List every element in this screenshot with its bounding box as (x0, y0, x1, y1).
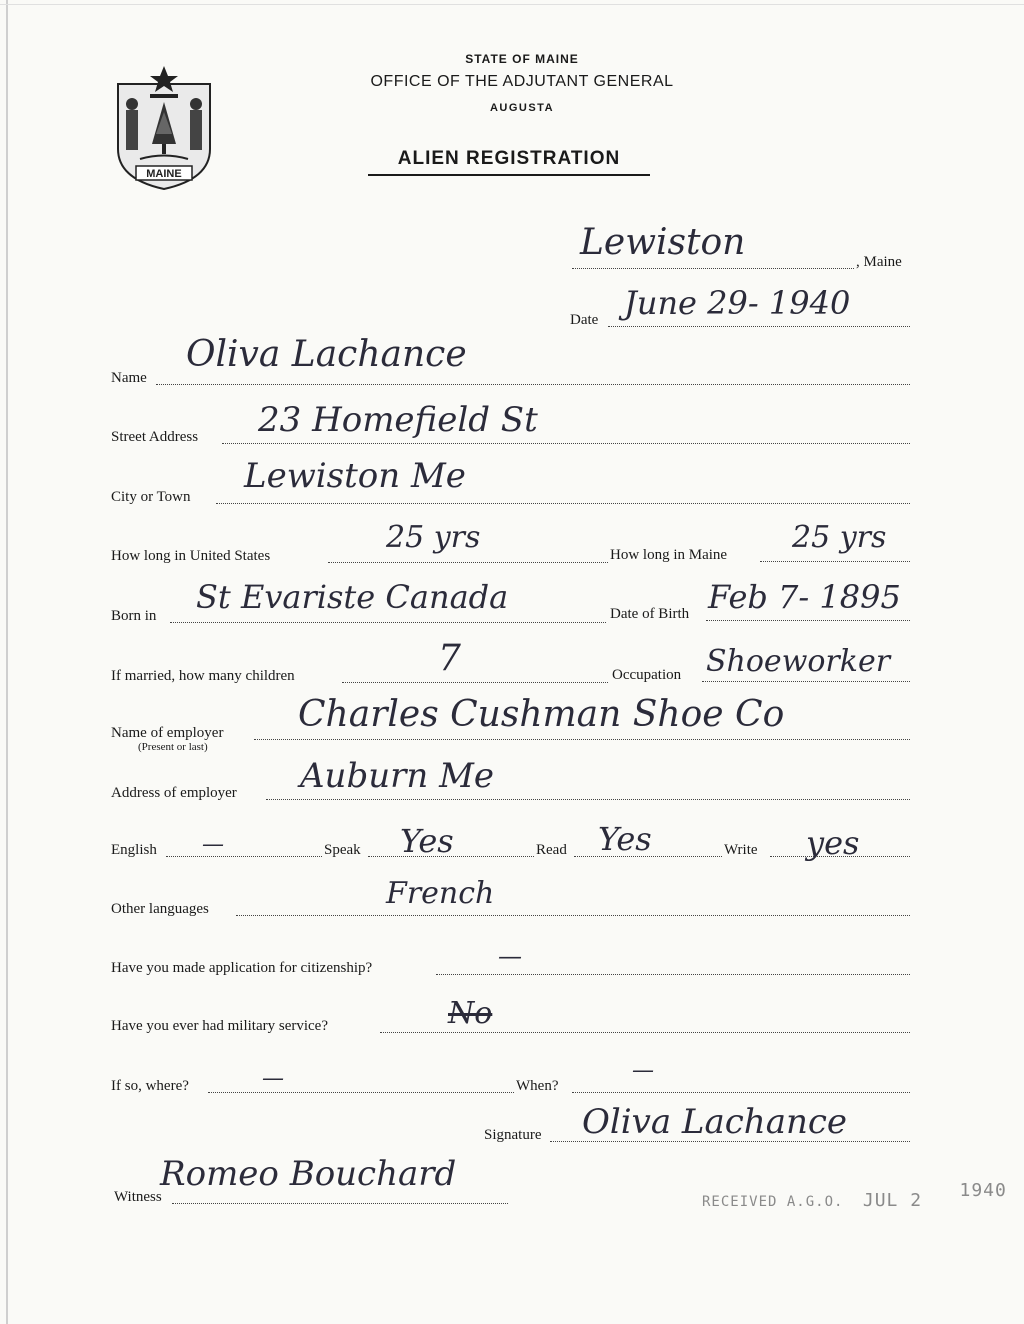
city-value: Lewiston Me (244, 456, 466, 496)
english-value: — (202, 832, 224, 857)
other-languages-line (236, 915, 910, 916)
write-label: Write (724, 842, 758, 858)
occupation-line (702, 681, 910, 682)
seal-text: MAINE (146, 168, 182, 180)
city-heading: AUGUSTA (489, 102, 555, 114)
how-long-us-label: How long in United States (111, 548, 271, 564)
street-value: 23 Homefield St (258, 400, 538, 440)
citizenship-label: Have you made application for citizenship? (111, 960, 373, 976)
english-line (166, 856, 322, 857)
town-value: Lewiston (580, 222, 746, 263)
employer-address-value: Auburn Me (300, 756, 495, 796)
date-line (608, 326, 910, 327)
english-label: English (111, 842, 157, 858)
signature-label: Signature (484, 1127, 542, 1143)
date-of-birth-label: Date of Birth (610, 606, 690, 622)
how-long-maine-value: 25 yrs (792, 520, 887, 555)
employer-value: Charles Cushman Shoe Co (298, 694, 785, 735)
other-languages-label: Other languages (111, 901, 209, 917)
city-label: City or Town (111, 489, 191, 505)
other-languages-value: French (386, 876, 495, 911)
where-line (208, 1092, 514, 1093)
witness-line (172, 1203, 508, 1204)
signature-value: Oliva Lachance (582, 1102, 848, 1142)
occupation-label: Occupation (612, 667, 682, 683)
form-title: ALIEN REGISTRATION (368, 148, 650, 176)
citizenship-line (436, 974, 910, 975)
born-in-label: Born in (111, 608, 157, 624)
street-label: Street Address (111, 429, 199, 445)
speak-label: Speak (324, 842, 361, 858)
street-line (222, 443, 910, 444)
scan-edge-top (0, 4, 1024, 5)
military-label: Have you ever had military service? (111, 1018, 328, 1034)
born-in-value: St Evariste Canada (196, 578, 509, 616)
stamp-year: 1940 (959, 1180, 1007, 1201)
born-in-line (170, 622, 606, 623)
how-long-us-value: 25 yrs (386, 520, 481, 555)
read-value: Yes (598, 820, 652, 858)
date-label: Date (570, 312, 599, 328)
how-long-maine-label: How long in Maine (610, 547, 728, 563)
date-of-birth-line (706, 620, 910, 621)
children-value: 7 (438, 638, 461, 679)
witness-label: Witness (114, 1189, 162, 1205)
employer-address-line (266, 799, 910, 800)
witness-value: Romeo Bouchard (160, 1154, 457, 1194)
employer-line (254, 739, 910, 740)
military-line (380, 1032, 910, 1033)
employer-sublabel: (Present or last) (138, 741, 208, 753)
write-value: yes (806, 824, 860, 862)
state-heading: STATE OF MAINE (465, 52, 579, 66)
when-line (572, 1092, 910, 1093)
children-label: If married, how many children (111, 668, 295, 684)
how-long-us-line (328, 562, 608, 563)
where-label: If so, where? (111, 1078, 189, 1094)
name-line (156, 384, 910, 385)
occupation-value: Shoeworker (706, 644, 891, 679)
speak-value: Yes (400, 822, 454, 860)
maine-label: , Maine (856, 254, 902, 270)
received-stamp (702, 1180, 1007, 1211)
where-value: — (262, 1066, 284, 1091)
name-label: Name (111, 370, 147, 386)
office-heading: OFFICE OF THE ADJUTANT GENERAL (370, 73, 674, 90)
name-value: Oliva Lachance (186, 334, 467, 375)
when-value: — (632, 1058, 654, 1083)
date-value: June 29- 1940 (624, 284, 851, 322)
city-line (216, 503, 910, 504)
military-value: No (448, 996, 493, 1031)
read-label: Read (536, 842, 567, 858)
when-label: When? (516, 1078, 559, 1094)
citizenship-value: — (498, 942, 522, 970)
town-line (572, 268, 854, 269)
scan-edge (6, 0, 8, 1324)
employer-label: Name of employer (111, 725, 224, 741)
how-long-maine-line (760, 561, 910, 562)
stamp-date: JUL 2 (862, 1190, 923, 1211)
employer-address-label: Address of employer (111, 785, 237, 801)
children-line (342, 682, 608, 683)
stamp-text: RECEIVED A.G.O. (702, 1194, 844, 1210)
date-of-birth-value: Feb 7- 1895 (708, 578, 901, 616)
